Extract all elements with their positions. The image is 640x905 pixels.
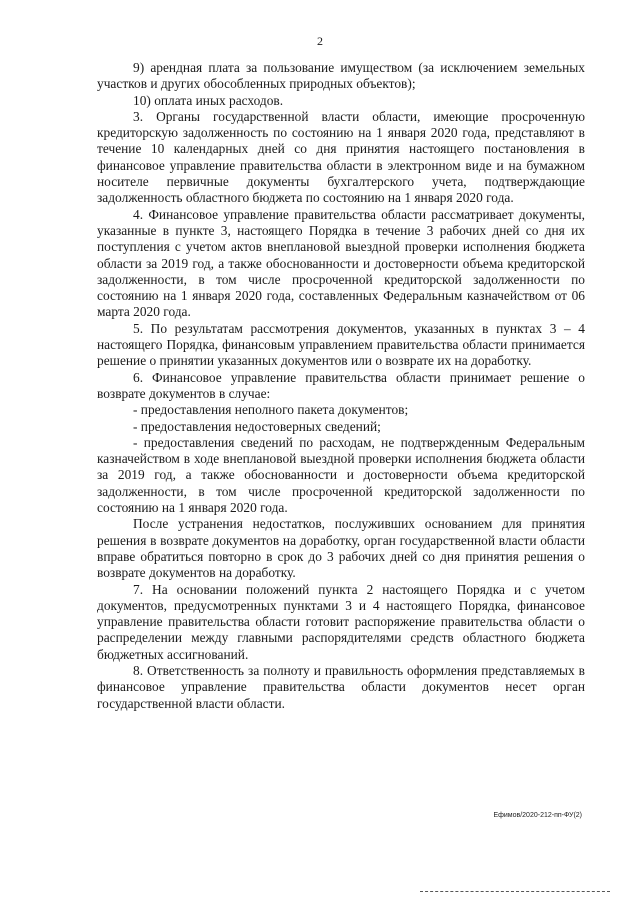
- paragraph-item-9: 9) арендная плата за пользование имуществом (за исключением земельных участков и других обособленных природных объектов);: [97, 60, 585, 92]
- paragraph-clause-8: 8. Ответственность за полноту и правильность оформления представляемых в финансовое управление правительства области документов несет орган государственной власти области.: [97, 662, 585, 711]
- list-item-unconfirmed-expenses: - предоставления сведений по расходам, не подтвержденным Федеральным казначейством в ходе внеплановой выездной проверки исполнения бюджета области за 2019 год, а также обоснованности и достоверности объема кредиторской задолженности, в том числе просроченной кредиторской задолженности по состоянию на 1 января 2020 года.: [97, 434, 585, 516]
- paragraph-resubmission: После устранения недостатков, послуживших основанием для принятия решения в возврате документов на доработку, орган государственной власти области вправе обратиться повторно в срок до 3 рабочих дней со дня принятия решения о возврате документов на доработку.: [97, 516, 585, 581]
- paragraph-item-10: 10) оплата иных расходов.: [133, 92, 284, 108]
- paragraph-clause-6: 6. Финансовое управление правительства области принимает решение о возврате документов в случае:: [97, 369, 585, 401]
- paragraph-clause-4: 4. Финансовое управление правительства области рассматривает документы, указанные в пункте 3, настоящего Порядка в течение 3 рабочих дней со дня их поступления с учетом актов внеплановой выездной проверки исполнения бюджета области за 2019 год, а также обоснованности и достоверности объема кредиторской задолженности, в том числе просроченной кредиторской задолженности по состоянию на 1 января 2020 года, составленных Федеральным казначейством от 06 марта 2020 года.: [97, 206, 585, 320]
- document-body: [97, 60, 585, 712]
- page-number: 2: [317, 34, 323, 48]
- list-item-unreliable-info: - предоставления недостоверных сведений;: [133, 418, 381, 434]
- paragraph-clause-3: 3. Органы государственной власти области, имеющие просроченную кредиторскую задолженность по состоянию на 1 января 2020 года, представляют в течение 10 календарных дней со дня принятия настоящего постановления в финансовое управление правительства области в электронном виде и на бумажном носителе первичные документы бухгалтерского учета, подтверждающие задолженность областного бюджета по состоянию на 1 января 2020 года.: [97, 108, 585, 206]
- footer-divider: [420, 891, 610, 892]
- document-footer-code: Ефимов/2020-212-пп-ФУ(2): [493, 812, 582, 819]
- paragraph-clause-5: 5. По результатам рассмотрения документов, указанных в пунктах 3 – 4 настоящего Порядка, финансовым управлением правительства области принимается решение о принятии указанных документов или о возврате их на доработку.: [97, 320, 585, 369]
- list-item-incomplete-package: - предоставления неполного пакета документов;: [133, 402, 409, 418]
- paragraph-clause-7: 7. На основании положений пункта 2 настоящего Порядка и с учетом документов, предусмотренных пунктами 3 и 4 настоящего Порядка, финансовое управление правительства области готовит распоряжение правительства области о распределении между главными распорядителями средств областного бюджета бюджетных ассигнований.: [97, 581, 585, 662]
